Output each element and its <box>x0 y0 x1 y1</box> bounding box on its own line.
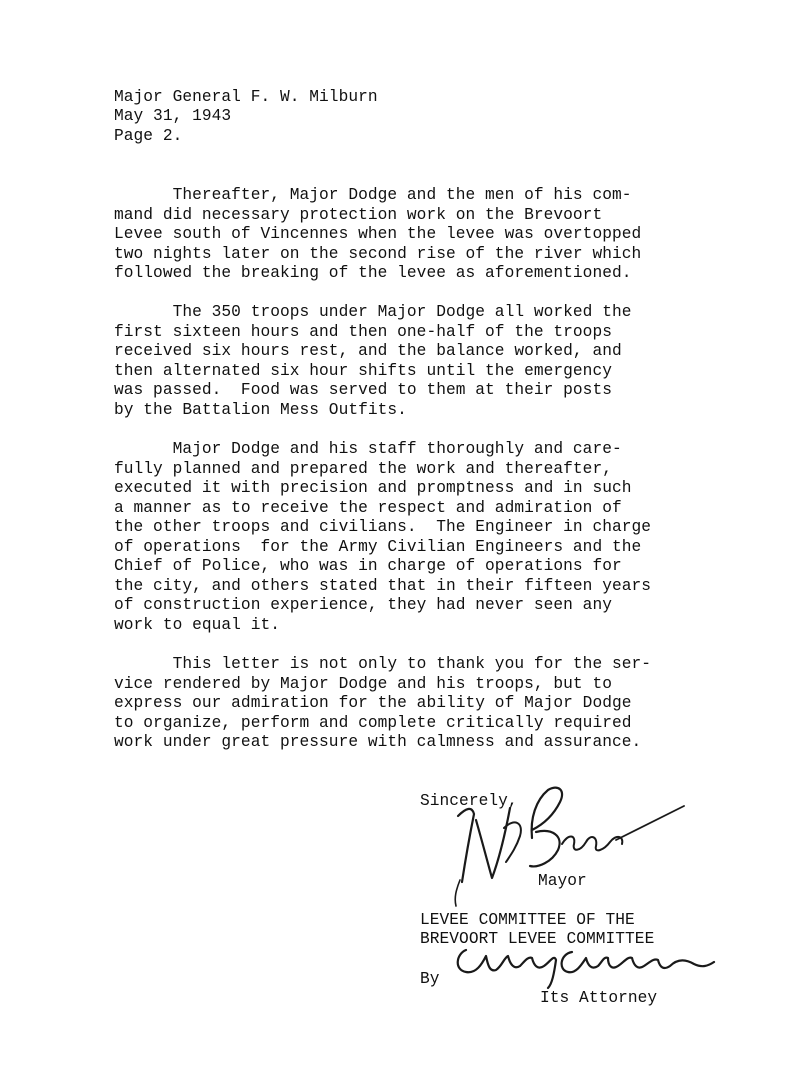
paragraph-line: a manner as to receive the respect and admiration of <box>114 499 622 517</box>
paragraph-line: of operations for the Army Civilian Engineers and the <box>114 538 642 556</box>
closing-salutation: Sincerely, <box>420 792 518 810</box>
paragraph-line: executed it with precision and promptness and in such <box>114 479 632 497</box>
paragraph-line: of construction experience, they had never seen any <box>114 596 612 614</box>
paragraph-line: The 350 troops under Major Dodge all worked the <box>114 303 632 321</box>
paragraph-line: fully planned and prepared the work and thereafter, <box>114 460 612 478</box>
paragraph-line: two nights later on the second rise of the river which <box>114 245 642 263</box>
paragraph-line: express our admiration for the ability of Major Dodge <box>114 694 632 712</box>
paragraph-line: to organize, perform and complete critically required <box>114 714 632 732</box>
attorney-title: Its Attorney <box>540 989 658 1007</box>
paragraph-line: This letter is not only to thank you for the ser- <box>114 655 652 673</box>
paragraph-line: Major Dodge and his staff thoroughly and care- <box>114 440 622 458</box>
paragraph-line: received six hours rest, and the balance worked, and <box>114 342 622 360</box>
paragraph-line: the other troops and civilians. The Engineer in charge <box>114 518 652 536</box>
by-label: By <box>420 970 440 988</box>
paragraph-line: mand did necessary protection work on the Brevoort <box>114 206 603 224</box>
addressee: Major General F. W. Milburn <box>114 88 378 106</box>
paragraph-line: work under great pressure with calmness and assurance. <box>114 733 642 751</box>
paragraph-line: Thereafter, Major Dodge and the men of his com- <box>114 186 632 204</box>
paragraph-line: Levee south of Vincennes when the levee was overtopped <box>114 225 642 243</box>
paragraph-line: Chief of Police, who was in charge of operations for <box>114 557 622 575</box>
page-number: Page 2. <box>114 127 183 145</box>
paragraph-line: vice rendered by Major Dodge and his troops, but to <box>114 675 612 693</box>
committee-line-2: BREVOORT LEVEE COMMITTEE <box>420 930 655 948</box>
paragraph-line: work to equal it. <box>114 616 280 634</box>
paragraph-line: followed the breaking of the levee as aforementioned. <box>114 264 632 282</box>
paragraph-line: was passed. Food was served to them at their posts <box>114 381 612 399</box>
committee-line-1: LEVEE COMMITTEE OF THE <box>420 911 635 929</box>
mayor-title: Mayor <box>538 872 587 890</box>
paragraph-line: then alternated six hour shifts until the emergency <box>114 362 612 380</box>
paragraph-line: by the Battalion Mess Outfits. <box>114 401 407 419</box>
letter-date: May 31, 1943 <box>114 107 232 125</box>
paragraph-line: first sixteen hours and then one-half of the troops <box>114 323 612 341</box>
paragraph-line: the city, and others stated that in their fifteen years <box>114 577 652 595</box>
